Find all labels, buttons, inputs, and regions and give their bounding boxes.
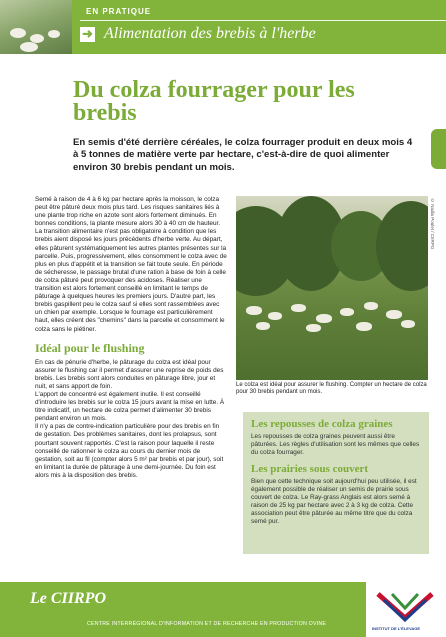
ciirpo-logo: Le CIIRPO — [30, 590, 106, 607]
photo-caption: Le colza est idéal pour assurer le flushing. Compter un hectare de colza pour 30 brebis pendant un mois. — [236, 382, 427, 396]
footer-org-name: CENTRE INTERRÉGIONAL D'INFORMATION ET DE RECHERCHE EN PRODUCTION OVINE — [87, 621, 327, 627]
sidebox-text-1: Les repousses de colza graines peuvent aussi être pâturées. Les règles d'utilisation sont les mêmes que celles du colza fourrager. — [251, 433, 420, 456]
header-sheep-photo — [0, 0, 72, 54]
institute-logo-area — [366, 582, 446, 637]
body-paragraph: La transition alimentaire n'est pas obligatoire à condition que les brebis aient disposé les jours précédents d'herbe verte. Au départ, elles pâturent systématiquement les autres plantes présentes sur la parcelle. Puis, progressivement, elles consomment le colza avec de plus en plus d'appétit et la transition se fait toute seule. En période de sécheresse, le passage brutal d'une ration à base de foin à celle de colza pâturé peut provoquer des acidoses. Réaliser une transition est alors fortement conseillé en limitant le temps de pâturage à quelques heures les premiers jours. D'autre part, les brebis gaspillent peu le colza sauf si elles sont rassemblées avec un chien par exemple. Lorsque le fourrage est particulièrement haut, elles créent des "chemins" dans la parcelle et consomment le colza sans le piétiner. — [35, 228, 227, 333]
body-paragraph: En cas de pénurie d'herbe, le pâturage du colza est idéal pour assurer le flushing car il permet d'assurer une reprise de poids des brebis. Les brebis sont alors conduites en pâturage libre, jour et nuit, et sans apport de foin. — [35, 358, 224, 390]
institute-name: INSTITUT DE L'ÉLEVAGE — [372, 626, 420, 631]
header-band — [0, 0, 446, 54]
sidebox-title-1: Les repousses de colza graines — [251, 418, 393, 430]
sheep-grazing-photo — [236, 196, 428, 380]
body-paragraph: Semé à raison de 4 à 6 kg par hectare après la moisson, le colza peut être pâturé deux mois plus tard. Les risques sanitaires liés à une plante trop riche en azote sont alors fortement diminués. En bonnes conditions, la plante mesure alors 30 à 40 cm de hauteur. — [35, 196, 221, 228]
footer — [0, 582, 446, 637]
body-paragraph: Il n'y a pas de contre-indication particulière pour des brebis en fin de gestation. Des problèmes sanitaires, dont les prolapsus, sont pourtant souvent rapportés. C'est la raison pour laquelle il reste conseillé de rationner le colza au cours du dernier mois de gestation, soit au fil (compter alors 5 m² par brebis et par jour), soit en limitant la durée de pâturage à une demi-journée. Du foin est alors mis à la disposition des brebis. — [35, 423, 224, 479]
body-paragraph: L'apport de concentré est également inutile. Il est conseillé d'introduire les brebis sur le colza 15 jours avant la mise en lutte. À titre indicatif, un hectare de colza permet d'alimenter 30 brebis pendant environ un mois. — [35, 390, 225, 423]
arrow-icon: ➜ — [80, 27, 95, 42]
subhead-flushing: Idéal pour le flushing — [35, 340, 145, 355]
footer-band — [0, 582, 366, 637]
article-title: Du colza fourrager pour les brebis — [73, 77, 355, 126]
institut-elevage-logo-icon — [370, 588, 440, 628]
article-lead: En semis d'été derrière céréales, le colza fourrager produit en deux mois 4 à 5 tonnes de matière verte par hectare, c'est-à-dire de quoi alimenter environ 30 brebis pendant un mois. — [73, 137, 413, 173]
page-side-tab — [431, 129, 446, 169]
info-sidebox — [243, 412, 429, 554]
section-title: Alimentation des brebis à l'herbe — [104, 25, 316, 42]
article-body-left — [35, 196, 227, 480]
sidebox-text-2: Bien que cette technique soit aujourd'hui peu utilisée, il est également possible de réaliser un semis de prairie sous couvert de colza. Le Ray-grass Anglais est alors semé à raison de 25 kg par hectare avec 2 à 3 kg de colza. Cette association peut être pâturée au même titre que du colza semé pur. — [251, 478, 417, 525]
header-divider — [80, 20, 446, 21]
sidebox-title-2: Les prairies sous couvert — [251, 463, 369, 475]
rubric-label: EN PRATIQUE — [86, 7, 152, 16]
photo-credit: © Nadia Poulet / CIIRPO — [430, 198, 435, 250]
